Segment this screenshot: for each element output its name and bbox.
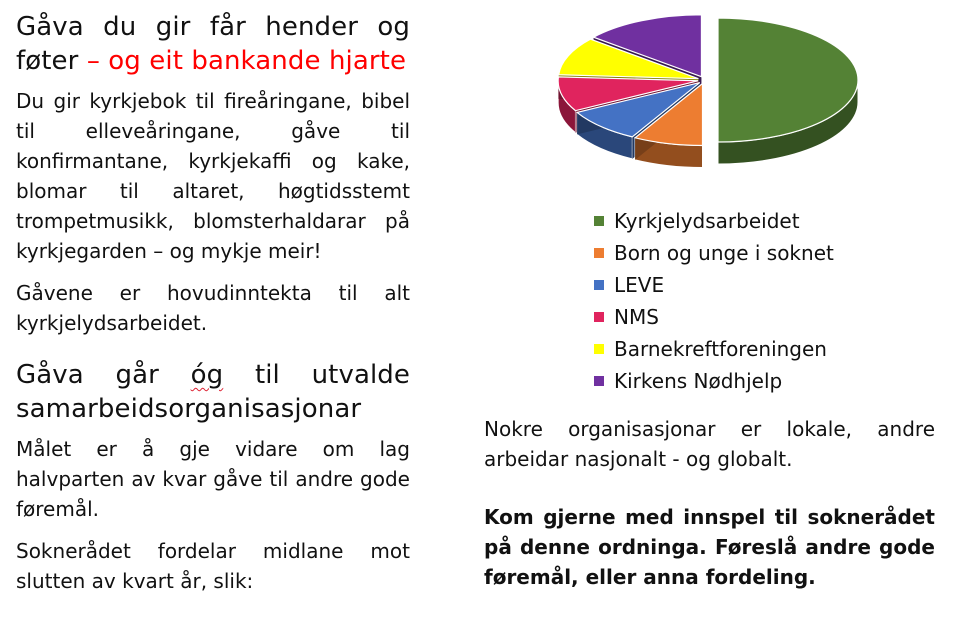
heading-2-word: óg [190,360,224,390]
legend-label: Born og unge i soknet [614,241,834,265]
right-column [484,0,935,639]
heading-2-word: utvalde [311,360,410,390]
legend-swatch [594,344,604,354]
pie-chart-svg [554,0,864,185]
pie-chart [554,0,864,185]
heading-1-start: føter [16,46,79,76]
paragraph-call-to-action: Kom gjerne med innspel til soknerådet på denne ordninga. Føreslå andre gode føremål, eller anna fordeling. [484,505,935,589]
heading-2-line-1 [16,358,410,392]
heading-2-word: går [115,360,159,390]
legend-swatch [594,248,604,258]
legend-item [594,301,834,333]
heading-1-line-1: Gåva du gir får hender og [16,12,410,42]
legend-label: LEVE [614,273,665,297]
left-column [16,10,410,596]
legend-item [594,205,834,237]
heading-2-word: til [254,360,280,390]
legend-label: Kyrkjelydsarbeidet [614,209,800,233]
heading-1-line-2 [16,44,410,78]
legend-label: Kirkens Nødhjelp [614,369,783,393]
paragraph-income: Gåvene er hovudinntekta til alt kyrkjelydsarbeidet. [16,281,410,335]
chart-legend [594,205,834,397]
right-text [484,414,935,592]
heading-2-word: Gåva [16,360,84,390]
legend-item [594,365,834,397]
legend-item [594,269,834,301]
heading-1-accent: – og eit bankande hjarte [86,46,407,76]
paragraph-distribution: Soknerådet fordelar midlane mot slutten av kvart år, slik: [16,539,410,593]
legend-swatch [594,312,604,322]
legend-swatch [594,216,604,226]
legend-swatch [594,376,604,386]
legend-label: NMS [614,305,659,329]
legend-swatch [594,280,604,290]
legend-item [594,237,834,269]
heading-2-line-2: samarbeidsorganisasjonar [16,394,362,424]
legend-label: Barnekreftforeningen [614,337,827,361]
paragraph-gifts: Du gir kyrkjebok til fireåringane, bibel til elleveåringane, gåve til konfirmantane, kyrkjekaffi og kake, blomar til altaret, høgtidsstemt trompetmusikk, blomsterhaldarar på kyrkjegarden – og mykje meir! [16,89,410,263]
paragraph-goal: Målet er å gje vidare om lag halvparten av kvar gåve til andre gode føremål. [16,437,410,521]
legend-item [594,333,834,365]
paragraph-organisations: Nokre organisasjonar er lokale, andre arbeidar nasjonalt - og globalt. [484,417,935,471]
